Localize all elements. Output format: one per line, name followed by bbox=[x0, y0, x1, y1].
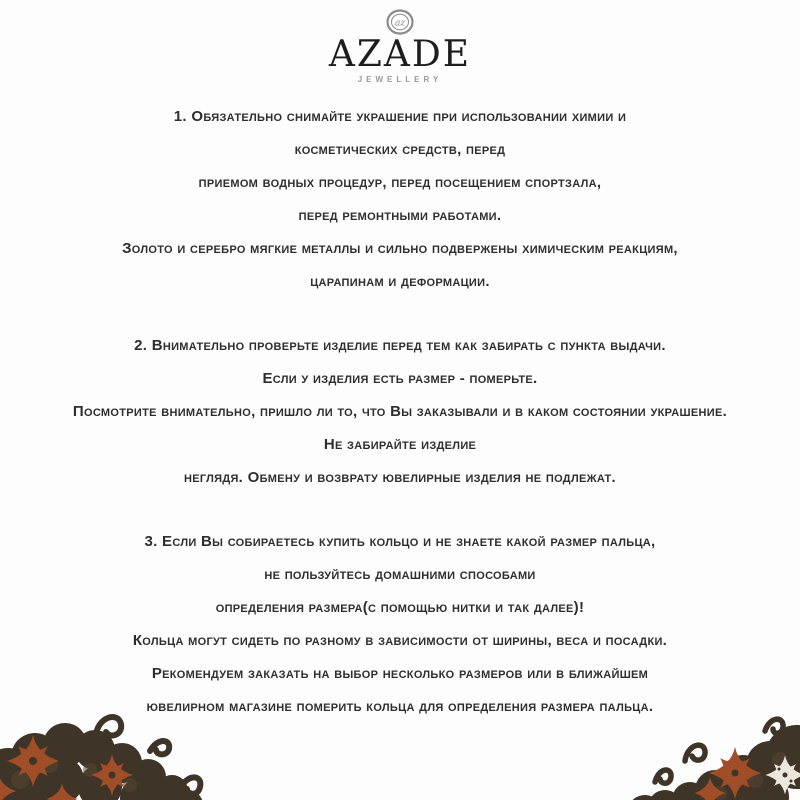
floral-ornament-right bbox=[615, 705, 800, 800]
text-line: Золото и серебро мягкие металлы и сильно подвержены химическим реакциям, bbox=[122, 240, 678, 257]
text-line: Кольца могут сидеть по разному в зависимости от ширины, веса и посадки. bbox=[132, 632, 668, 649]
text-line: ювелирном магазине померить кольца для определения размера пальца. bbox=[146, 698, 654, 715]
text-line: 1. Обязательно снимайте украшение при использовании химии и bbox=[173, 108, 627, 125]
instructions bbox=[0, 100, 800, 754]
floral-ornament-left bbox=[0, 695, 230, 800]
care-paragraph-3 bbox=[6, 525, 794, 723]
text-line: косметических средств, перед bbox=[294, 141, 506, 158]
text-line: Если у изделия есть размер - померьте. bbox=[262, 370, 538, 387]
text-line: перед ремонтными работами. bbox=[298, 207, 502, 224]
text-line: неглядя. Обмену и возврату ювелирные изделия не подлежат. bbox=[183, 469, 617, 486]
text-line: 3. Если Вы собираетесь купить кольцо и не знаете какой размер пальца, bbox=[144, 533, 656, 550]
text-line: не пользуйтесь домашними способами bbox=[264, 566, 536, 583]
text-line: Посмотрите внимательно, пришло ли то, что Вы заказывали и в каком состоянии украшение. bbox=[72, 403, 728, 420]
brand-subtitle: JEWELLERY bbox=[357, 75, 443, 84]
care-paragraph-1 bbox=[6, 100, 794, 298]
brand-name: AZADE bbox=[328, 34, 472, 75]
text-line: Рекомендуем заказать на выбор несколько размеров или в ближайшем bbox=[151, 665, 649, 682]
monogram-icon bbox=[385, 8, 415, 36]
monogram-letters: az bbox=[394, 18, 406, 29]
text-line: приемом водных процедур, перед посещением спортзала, bbox=[198, 174, 602, 191]
brand-logo bbox=[0, 8, 800, 84]
text-line: определения размера(с помощью нитки и так далее)! bbox=[215, 599, 585, 616]
text-line: 2. Внимательно проверьте изделие перед тем как забирать с пункта выдачи. bbox=[134, 337, 666, 354]
care-paragraph-2 bbox=[6, 329, 794, 494]
text-line: царапинам и деформации. bbox=[310, 273, 490, 290]
text-line: Не забирайте изделие bbox=[323, 436, 477, 453]
